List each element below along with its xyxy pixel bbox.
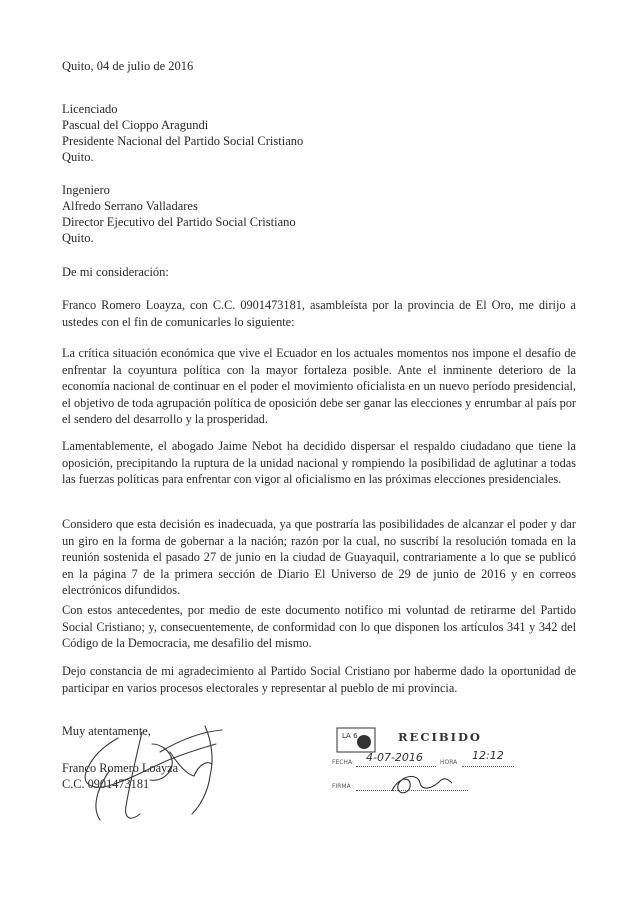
- salutation: De mi consideración:: [62, 265, 169, 279]
- signer-name: Franco Romero Loayza: [62, 761, 179, 775]
- recipient1-title: Licenciado: [62, 102, 118, 116]
- stamp-fecha-value: 4-07-2016: [366, 751, 423, 764]
- stamp-fecha-label: FECHA: [332, 759, 353, 766]
- recipient2-position: Director Ejecutivo del Partido Social Cristiano: [62, 215, 296, 229]
- stamp-hora-label: HORA: [440, 759, 458, 766]
- stamp-initials-signature: [388, 769, 458, 799]
- body-paragraph-3: Lamentablemente, el abogado Jaime Nebot ha decidido dispersar el respaldo ciudadano que tiene la oposición, precipitando la ruptura de la unidad nacional y rompiendo la posibilidad de aglutinar a todas las fuerzas políticas para enfrentar con vigor al oficialismo en las próximas elecciones presidenciales.: [62, 439, 576, 487]
- body-paragraph-1: Franco Romero Loayza, con C.C. 0901473181, asambleísta por la provincia de El Oro, me dirijo a ustedes con el fin de comunicarles lo siguiente:: [62, 298, 576, 329]
- stamp-fecha-line: [356, 766, 436, 767]
- signer-id: C.C. 0901473181: [62, 777, 150, 791]
- body-paragraph-4: Considero que esta decisión es inadecuada, ya que postraría las posibilidades de alcanzar el poder y dar un giro en la forma de gobernar a la nación; razón por la cual, no suscribí la resolución tomada en la reunión sostenida el pasado 27 de junio en la ciudad de Guayaquil, contrariamente a lo que se publicó en la página 7 de la primera sección de Diario El Universo de 29 de junio de 2016 y en correos electrónicos difundidos.: [62, 517, 576, 598]
- recipient2-city: Quito.: [62, 231, 94, 245]
- recipient1-position: Presidente Nacional del Partido Social Cristiano: [62, 134, 304, 148]
- body-paragraph-2: La crítica situación económica que vive el Ecuador en los actuales momentos nos impone el desafío de enfrentar la coyuntura política con la mayor fortaleza posible. Ante el inminente deterioro de la economía nacional de continuar en el poder el movimiento oficialista en un nuevo período presidencial, el objetivo de toda agrupación política de oposición debe ser ganar las elecciones y enrumbar al país por el sendero del desarrollo y la prosperidad.: [62, 346, 576, 427]
- stamp-received-word: RECIBIDO: [398, 730, 482, 744]
- received-stamp: [322, 727, 522, 797]
- letter-date: Quito, 04 de julio de 2016: [62, 59, 194, 73]
- closing: Muy atentamente,: [62, 724, 151, 738]
- body-paragraph-5: Con estos antecedentes, por medio de este documento notifico mi voluntad de retirarme del Partido Social Cristiano; y, consecuentemente, de conformidad con lo que disponen los artículos 341 y 342 del Código de la Democracia, me desafilio del mismo.: [62, 603, 576, 651]
- recipient2-title: Ingeniero: [62, 183, 110, 197]
- body-paragraph-6: Dejo constancia de mi agradecimiento al Partido Social Cristiano por haberme dado la oportunidad de participar en varios procesos electorales y representar al pueblo de mi provincia.: [62, 664, 576, 695]
- stamp-firma-label: FIRMA: [332, 783, 351, 790]
- recipient1-name: Pascual del Cioppo Aragundi: [62, 118, 209, 132]
- channel-logo-icon: [336, 727, 376, 753]
- stamp-hora-value: 12:12: [472, 749, 504, 762]
- stamp-logo-text: LA 6: [342, 732, 358, 740]
- recipient1-city: Quito.: [62, 150, 94, 164]
- recipient2-name: Alfredo Serrano Valladares: [62, 199, 198, 213]
- stamp-hora-line: [462, 766, 514, 767]
